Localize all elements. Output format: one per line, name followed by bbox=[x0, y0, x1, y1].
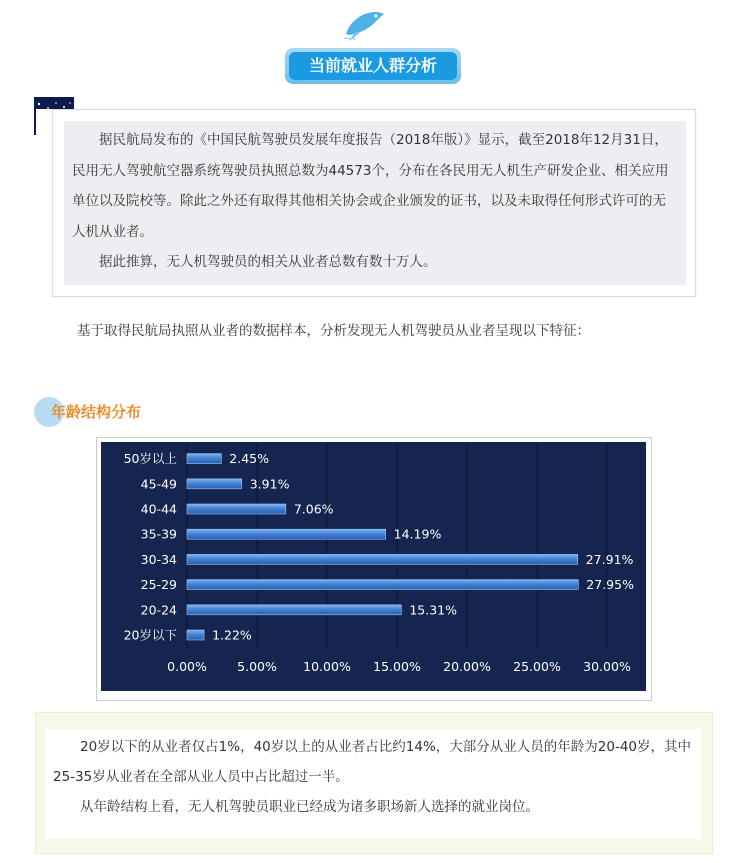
fish-logo-icon bbox=[342, 6, 388, 42]
value-label: 15.31% bbox=[409, 602, 458, 618]
x-tick-label: 20.00% bbox=[443, 659, 491, 674]
category-label: 20-24 bbox=[140, 602, 177, 618]
bar-1 bbox=[187, 479, 242, 489]
category-label: 45-49 bbox=[140, 476, 177, 492]
summary-text bbox=[53, 732, 693, 822]
bar-4 bbox=[187, 554, 578, 564]
value-label: 2.45% bbox=[229, 451, 270, 467]
value-label: 1.22% bbox=[212, 627, 252, 643]
intro-paragraph: 据此推算，无人机驾驶员的相关从业者总数有数十万人。 bbox=[99, 254, 437, 270]
intro-text bbox=[72, 125, 678, 278]
value-label: 14.19% bbox=[393, 526, 442, 542]
category-label: 25-29 bbox=[140, 577, 177, 593]
bar-5 bbox=[187, 580, 578, 590]
category-label: 40-44 bbox=[140, 501, 177, 517]
decoration-line bbox=[34, 97, 36, 135]
bar-7 bbox=[187, 630, 204, 640]
value-label: 27.95% bbox=[586, 577, 634, 593]
value-label: 3.91% bbox=[249, 476, 290, 492]
category-label: 30-34 bbox=[140, 551, 177, 567]
x-tick-label: 5.00% bbox=[237, 659, 277, 674]
category-label: 20岁以下 bbox=[123, 627, 177, 643]
x-tick-label: 15.00% bbox=[373, 659, 421, 674]
bar-3 bbox=[187, 529, 386, 539]
bar-0 bbox=[187, 454, 221, 464]
x-tick-label: 25.00% bbox=[513, 659, 561, 674]
x-tick-label: 30.00% bbox=[583, 659, 631, 674]
stars-decoration bbox=[34, 97, 74, 109]
summary-paragraph: 从年龄结构上看，无人机驾驶员职业已经成为诸多职场新人选择的就业岗位。 bbox=[80, 799, 539, 815]
x-tick-label: 10.00% bbox=[303, 659, 351, 674]
category-label: 35-39 bbox=[140, 526, 177, 542]
value-label: 7.06% bbox=[293, 501, 334, 517]
section-title: 年龄结构分布 bbox=[51, 403, 142, 421]
value-label: 27.91% bbox=[585, 551, 634, 567]
intro-paragraph: 据民航局发布的《中国民航驾驶员发展年度报告（2018年版）》显示，截至2018年12月31日，民用无人驾驶航空器系统驾驶员执照总数为44573个，分布在各民用无人机生产研发企业、相关应用单位以及院校等。除此之外还有取得其他相关协会或企业颁发的证书，以及未取得任何形式许可的无人机从业者。 bbox=[72, 132, 669, 240]
bar-6 bbox=[187, 605, 401, 615]
age-bar-chart bbox=[101, 442, 646, 691]
page-title: 当前就业人群分析 bbox=[289, 52, 457, 80]
x-tick-label: 0.00% bbox=[167, 659, 207, 674]
lead-paragraph: 基于取得民航局执照从业者的数据样本，分析发现无人机驾驶员从业者呈现以下特征： bbox=[77, 323, 590, 339]
lead-text bbox=[50, 316, 700, 346]
bar-2 bbox=[187, 504, 286, 514]
category-label: 50岁以上 bbox=[123, 451, 177, 467]
age-chart bbox=[101, 442, 646, 691]
summary-paragraph: 20岁以下的从业者仅占1%，40岁以上的从业者占比约14%，大部分从业人员的年龄为20-40岁，其中25-35岁从业者在全部从业人员中占比超过一半。 bbox=[53, 739, 692, 785]
